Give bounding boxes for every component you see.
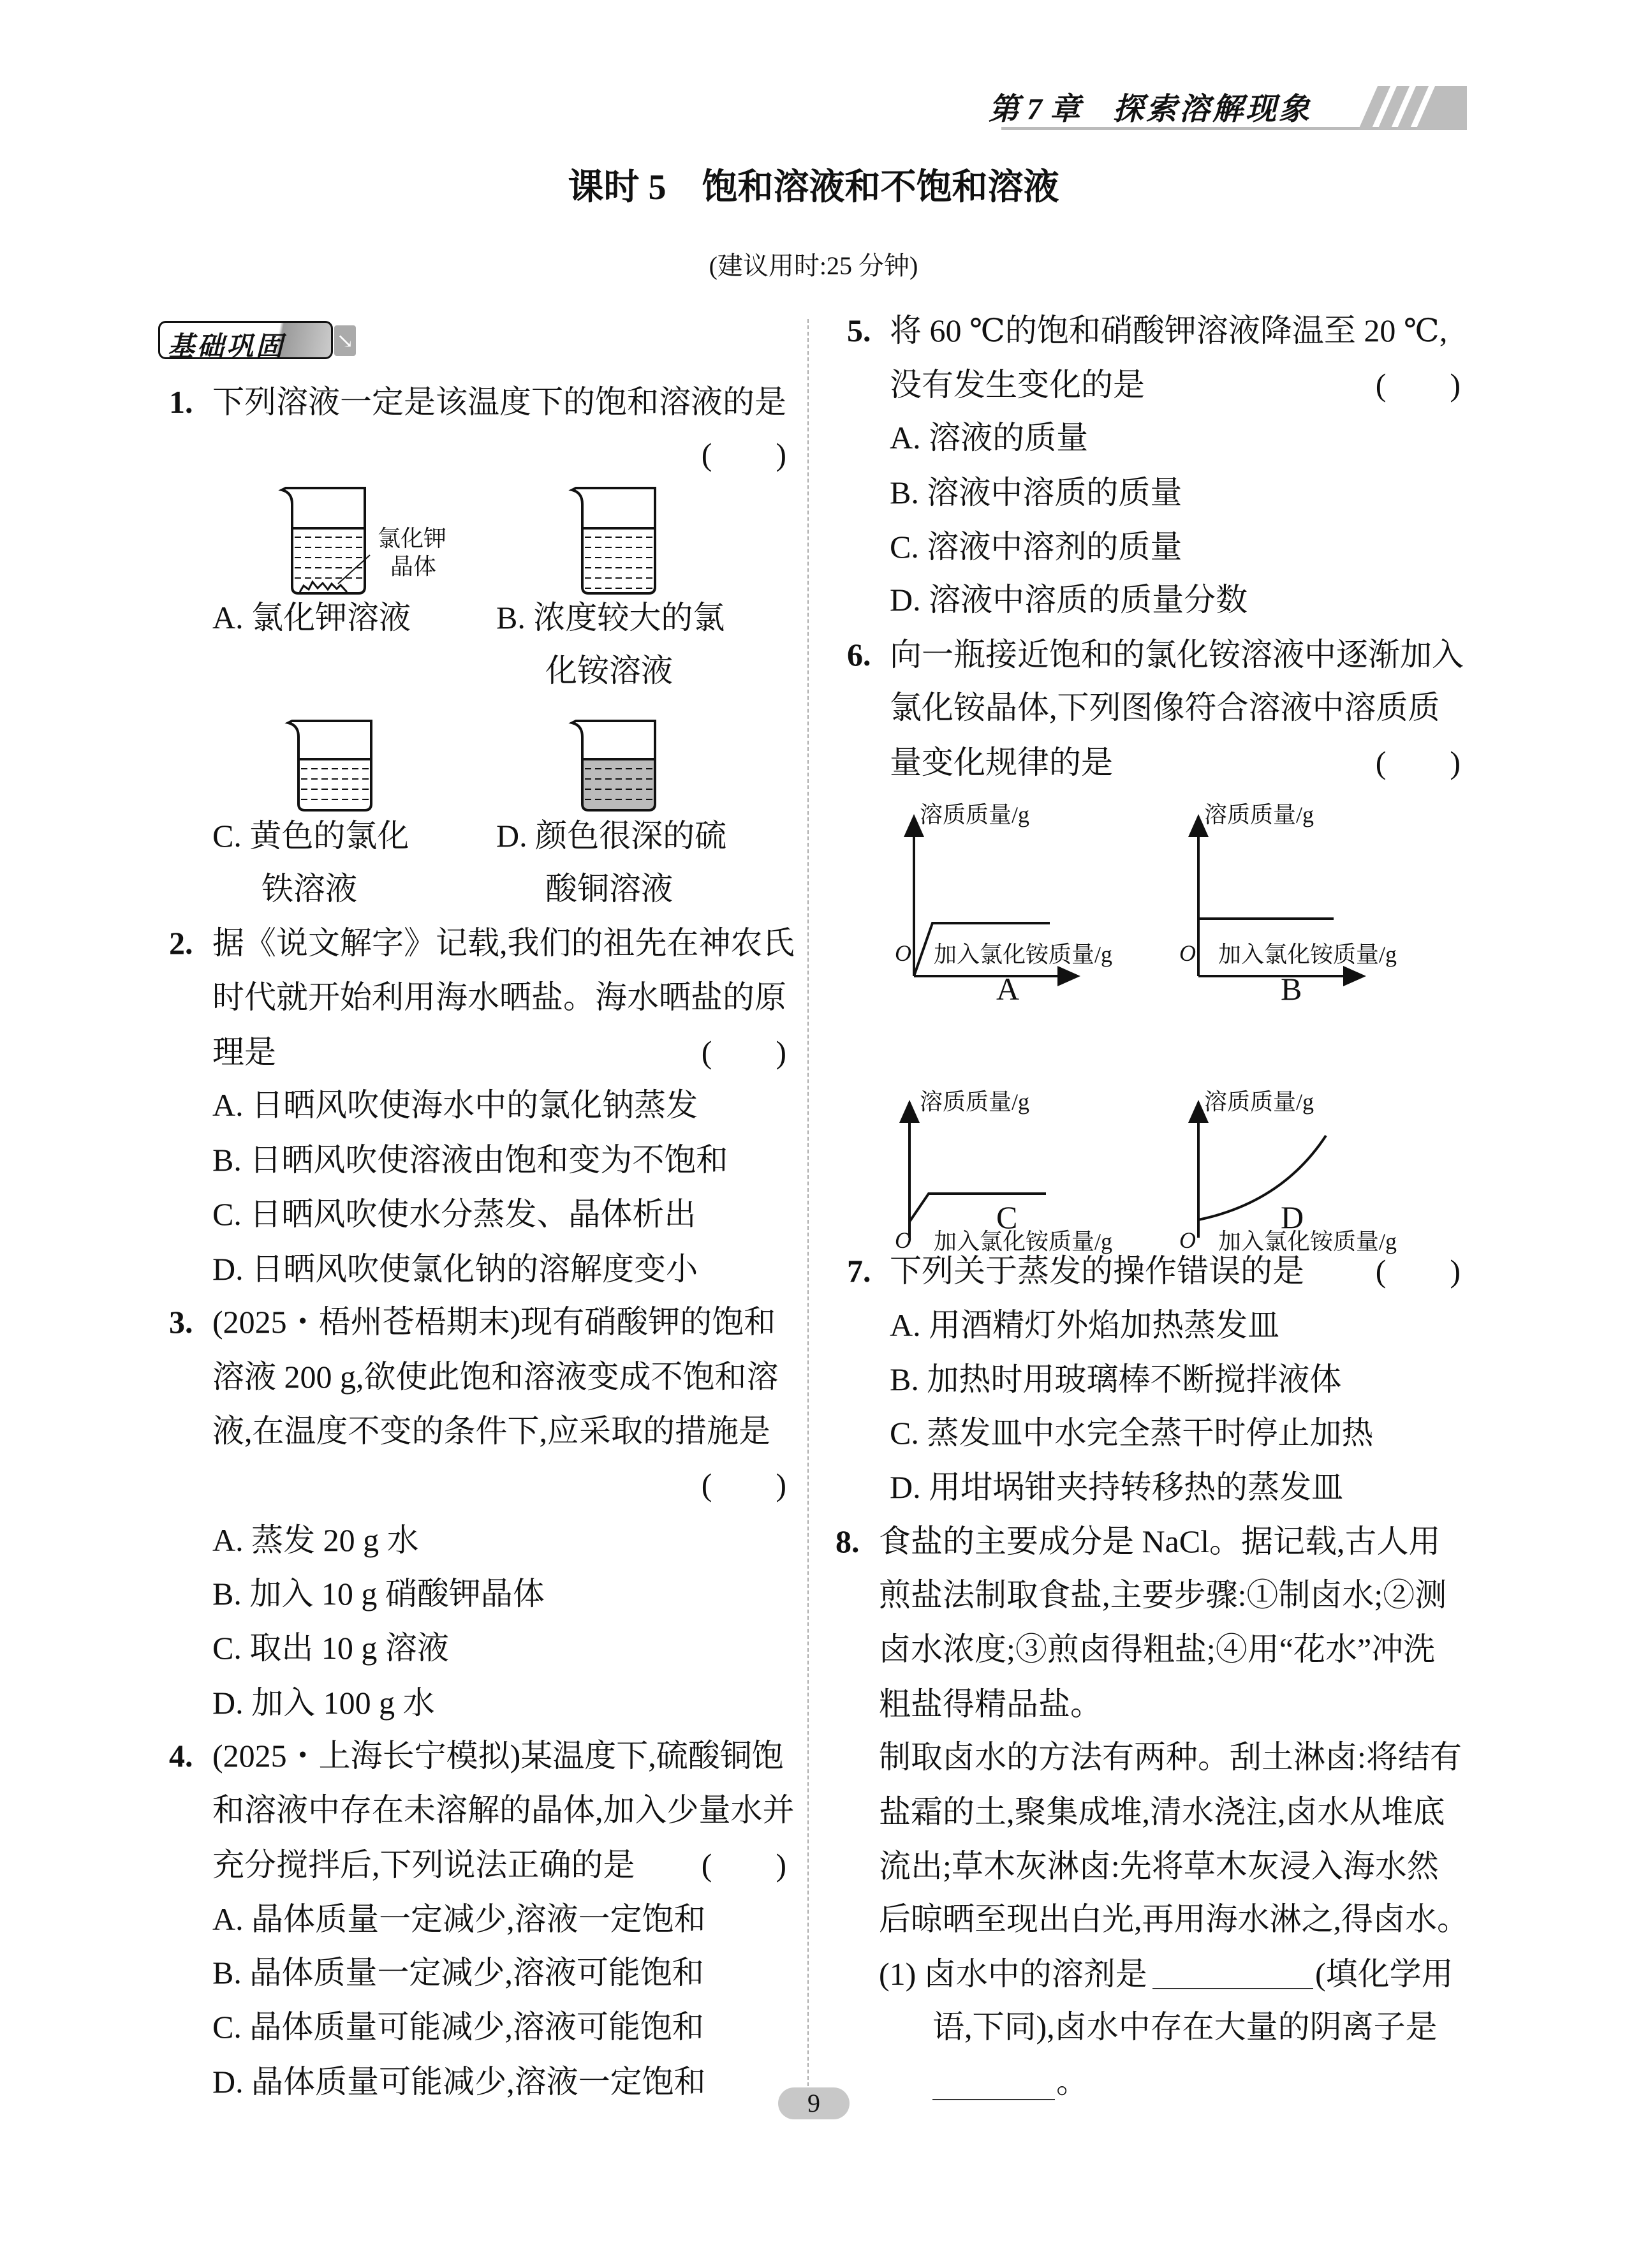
question-text: (2025・上海长宁模拟)某温度下,硫酸铜饱 [212, 1738, 784, 1774]
crystal-label: 晶体 [390, 554, 437, 579]
question-number: 7. [847, 1253, 871, 1289]
option-b: B. 日晒风吹使溶液由饱和变为不饱和 [212, 1142, 728, 1178]
question-text: 理是 [212, 1034, 276, 1070]
option-c-cont: 铁溶液 [261, 871, 357, 907]
graph-a-xlabel: 加入氯化铵质量/g [934, 942, 1113, 967]
question-text: 下列溶液一定是该温度下的饱和溶液的是 [212, 384, 786, 420]
answer-bracket: ( ) [701, 1034, 786, 1070]
question-text: 后晾晒至现出白光,再用海水淋之,得卤水。 [879, 1901, 1469, 1937]
graph-c-xlabel: 加入氯化铵质量/g [934, 1229, 1113, 1254]
question-text: 氯化铵晶体,下列图像符合溶液中溶质质 [890, 690, 1440, 725]
graph-d-xlabel: 加入氯化铵质量/g [1218, 1229, 1397, 1254]
crystal-label: 氯化钾 [378, 526, 447, 551]
beaker-d [572, 721, 655, 810]
answer-blank-anion[interactable] [932, 2099, 1055, 2100]
option-c: C. 日晒风吹使水分蒸发、晶体析出 [212, 1196, 696, 1232]
question-text: 液,在温度不变的条件下,应采取的措施是 [212, 1413, 770, 1449]
option-d: D. 晶体质量可能减少,溶液一定饱和 [212, 2064, 706, 2100]
question-number: 4. [169, 1738, 193, 1774]
sub-question-1: (1) 卤水中的溶剂是 [879, 1956, 1147, 1992]
option-c: C. 黄色的氯化 [212, 818, 409, 854]
question-text: 没有发生变化的是 [890, 367, 1145, 403]
question-text: 将 60 ℃的饱和硝酸钾溶液降温至 20 ℃, [890, 313, 1448, 348]
answer-blank-solvent[interactable] [1152, 1988, 1313, 1989]
column-divider [807, 319, 809, 2099]
page-number-badge [778, 2087, 850, 2119]
chapter-number: 第 7 章 [989, 93, 1081, 126]
answer-bracket: ( ) [701, 436, 786, 472]
section-tag-label: 基础巩固 [168, 332, 286, 362]
option-c: C. 溶液中溶剂的质量 [890, 529, 1182, 565]
lesson-title: 课时 5 饱和溶液和不饱和溶液 [568, 168, 1059, 207]
option-d: D. 加入 100 g 水 [212, 1685, 435, 1721]
option-a: A. 晶体质量一定减少,溶液一定饱和 [212, 1901, 706, 1937]
graph-a-origin: O [895, 940, 911, 966]
page-number: 9 [807, 2089, 820, 2117]
graph-c-axes [909, 1102, 1075, 1238]
option-b: B. 浓度较大的氯 [496, 600, 725, 635]
option-d: D. 颜色很深的硫 [496, 818, 727, 854]
answer-bracket: ( ) [1375, 1253, 1461, 1289]
question-number: 3. [169, 1304, 193, 1340]
option-a: A. 用酒精灯外焰加热蒸发皿 [890, 1307, 1280, 1343]
question-text: 卤水浓度;③煎卤得粗盐;④用“花水”冲洗 [879, 1631, 1436, 1667]
option-a: A. 溶液的质量 [890, 420, 1089, 456]
answer-bracket: ( ) [1375, 745, 1461, 780]
graph-b-label: B [1281, 971, 1302, 1007]
graph-b-origin: O [1179, 940, 1196, 966]
option-d: D. 日晒风吹使氯化钠的溶解度变小 [212, 1251, 698, 1287]
question-text: 和溶液中存在未溶解的晶体,加入少量水并 [212, 1792, 795, 1828]
graph-d-label: D [1281, 1199, 1304, 1235]
option-b: B. 加入 10 g 硝酸钾晶体 [212, 1576, 545, 1612]
option-c: C. 取出 10 g 溶液 [212, 1630, 449, 1666]
question-text: (2025・梧州苍梧期末)现有硝酸钾的饱和 [212, 1304, 776, 1340]
question-text: 盐霜的土,聚集成堆,清水浇注,卤水从堆底 [879, 1794, 1445, 1830]
question-text: 制取卤水的方法有两种。刮土淋卤:将结有 [879, 1739, 1462, 1775]
graph-d-ylabel: 溶质质量/g [1204, 1089, 1314, 1115]
option-d: D. 用坩埚钳夹持转移热的蒸发皿 [890, 1469, 1344, 1505]
question-text: 下列关于蒸发的操作错误的是 [890, 1253, 1304, 1289]
question-text: 据《说文解字》记载,我们的祖先在神农氏 [212, 925, 795, 961]
question-text: 食盐的主要成分是 NaCl。据记载,古人用 [879, 1523, 1441, 1559]
graph-c-label: C [996, 1199, 1018, 1235]
graph-figures [861, 778, 1435, 1238]
question-text: 向一瓶接近饱和的氯化铵溶液中逐渐加入 [890, 637, 1464, 672]
option-d-cont: 酸铜溶液 [545, 871, 673, 907]
question-text: 充分搅拌后,下列说法正确的是 [212, 1847, 635, 1883]
option-a: A. 日晒风吹使海水中的氯化钠蒸发 [212, 1087, 698, 1123]
graph-a-label: A [996, 971, 1020, 1007]
graph-c-line [909, 1194, 1046, 1222]
sub-question-1-note: (填化学用 [1315, 1956, 1454, 1992]
question-text: 流出;草木灰淋卤:先将草木灰浸入海水然 [879, 1848, 1439, 1884]
graph-b-ylabel: 溶质质量/g [1204, 802, 1314, 827]
answer-bracket: ( ) [701, 1467, 786, 1502]
option-a: A. 氯化钾溶液 [212, 600, 411, 635]
suggested-time: (建议用时:25 分钟) [709, 251, 918, 280]
option-c: C. 晶体质量可能减少,溶液可能饱和 [212, 2009, 704, 2045]
question-text: 量变化规律的是 [890, 745, 1113, 780]
question-text: 时代就开始利用海水晒盐。海水晒盐的原 [212, 979, 786, 1015]
option-b: B. 溶液中溶质的质量 [890, 475, 1182, 510]
beaker-a [282, 488, 370, 593]
sub-question-1-cont: 语,下同),卤水中存在大量的阴离子是 [932, 2009, 1438, 2045]
graph-c-origin: O [895, 1227, 911, 1253]
graph-d-curve [1198, 1136, 1326, 1220]
graph-c-ylabel: 溶质质量/g [920, 1089, 1030, 1115]
option-b-cont: 化铵溶液 [545, 653, 673, 688]
arrow-icon: ↘ [334, 325, 356, 356]
chapter-title: 探索溶解现象 [1113, 93, 1313, 126]
question-text: 粗盐得精品盐。 [879, 1686, 1102, 1722]
option-b: B. 加热时用玻璃棒不断搅拌液体 [890, 1361, 1342, 1397]
sub-question-1-end: 。 [1056, 2064, 1088, 2100]
option-d: D. 溶液中溶质的质量分数 [890, 582, 1248, 618]
question-number: 6. [847, 637, 871, 672]
question-number: 8. [836, 1523, 860, 1559]
header-decoration [1001, 83, 1467, 134]
question-number: 2. [169, 925, 193, 961]
graph-b-xlabel: 加入氯化铵质量/g [1218, 942, 1397, 967]
answer-bracket: ( ) [1375, 367, 1461, 403]
question-number: 1. [169, 384, 193, 420]
question-text: 溶液 200 g,欲使此饱和溶液变成不饱和溶 [212, 1359, 779, 1395]
option-a: A. 蒸发 20 g 水 [212, 1522, 419, 1558]
beaker-c [288, 721, 371, 810]
question-text: 煎盐法制取食盐,主要步骤:①制卤水;②测 [879, 1577, 1447, 1613]
beaker-b [572, 488, 655, 593]
option-c: C. 蒸发皿中水完全蒸干时停止加热 [890, 1415, 1374, 1451]
option-b: B. 晶体质量一定减少,溶液可能饱和 [212, 1955, 704, 1990]
graph-d-origin: O [1179, 1227, 1196, 1253]
question-number: 5. [847, 313, 871, 348]
section-tag [158, 321, 333, 362]
answer-bracket: ( ) [701, 1847, 786, 1883]
graph-a-ylabel: 溶质质量/g [920, 802, 1030, 827]
